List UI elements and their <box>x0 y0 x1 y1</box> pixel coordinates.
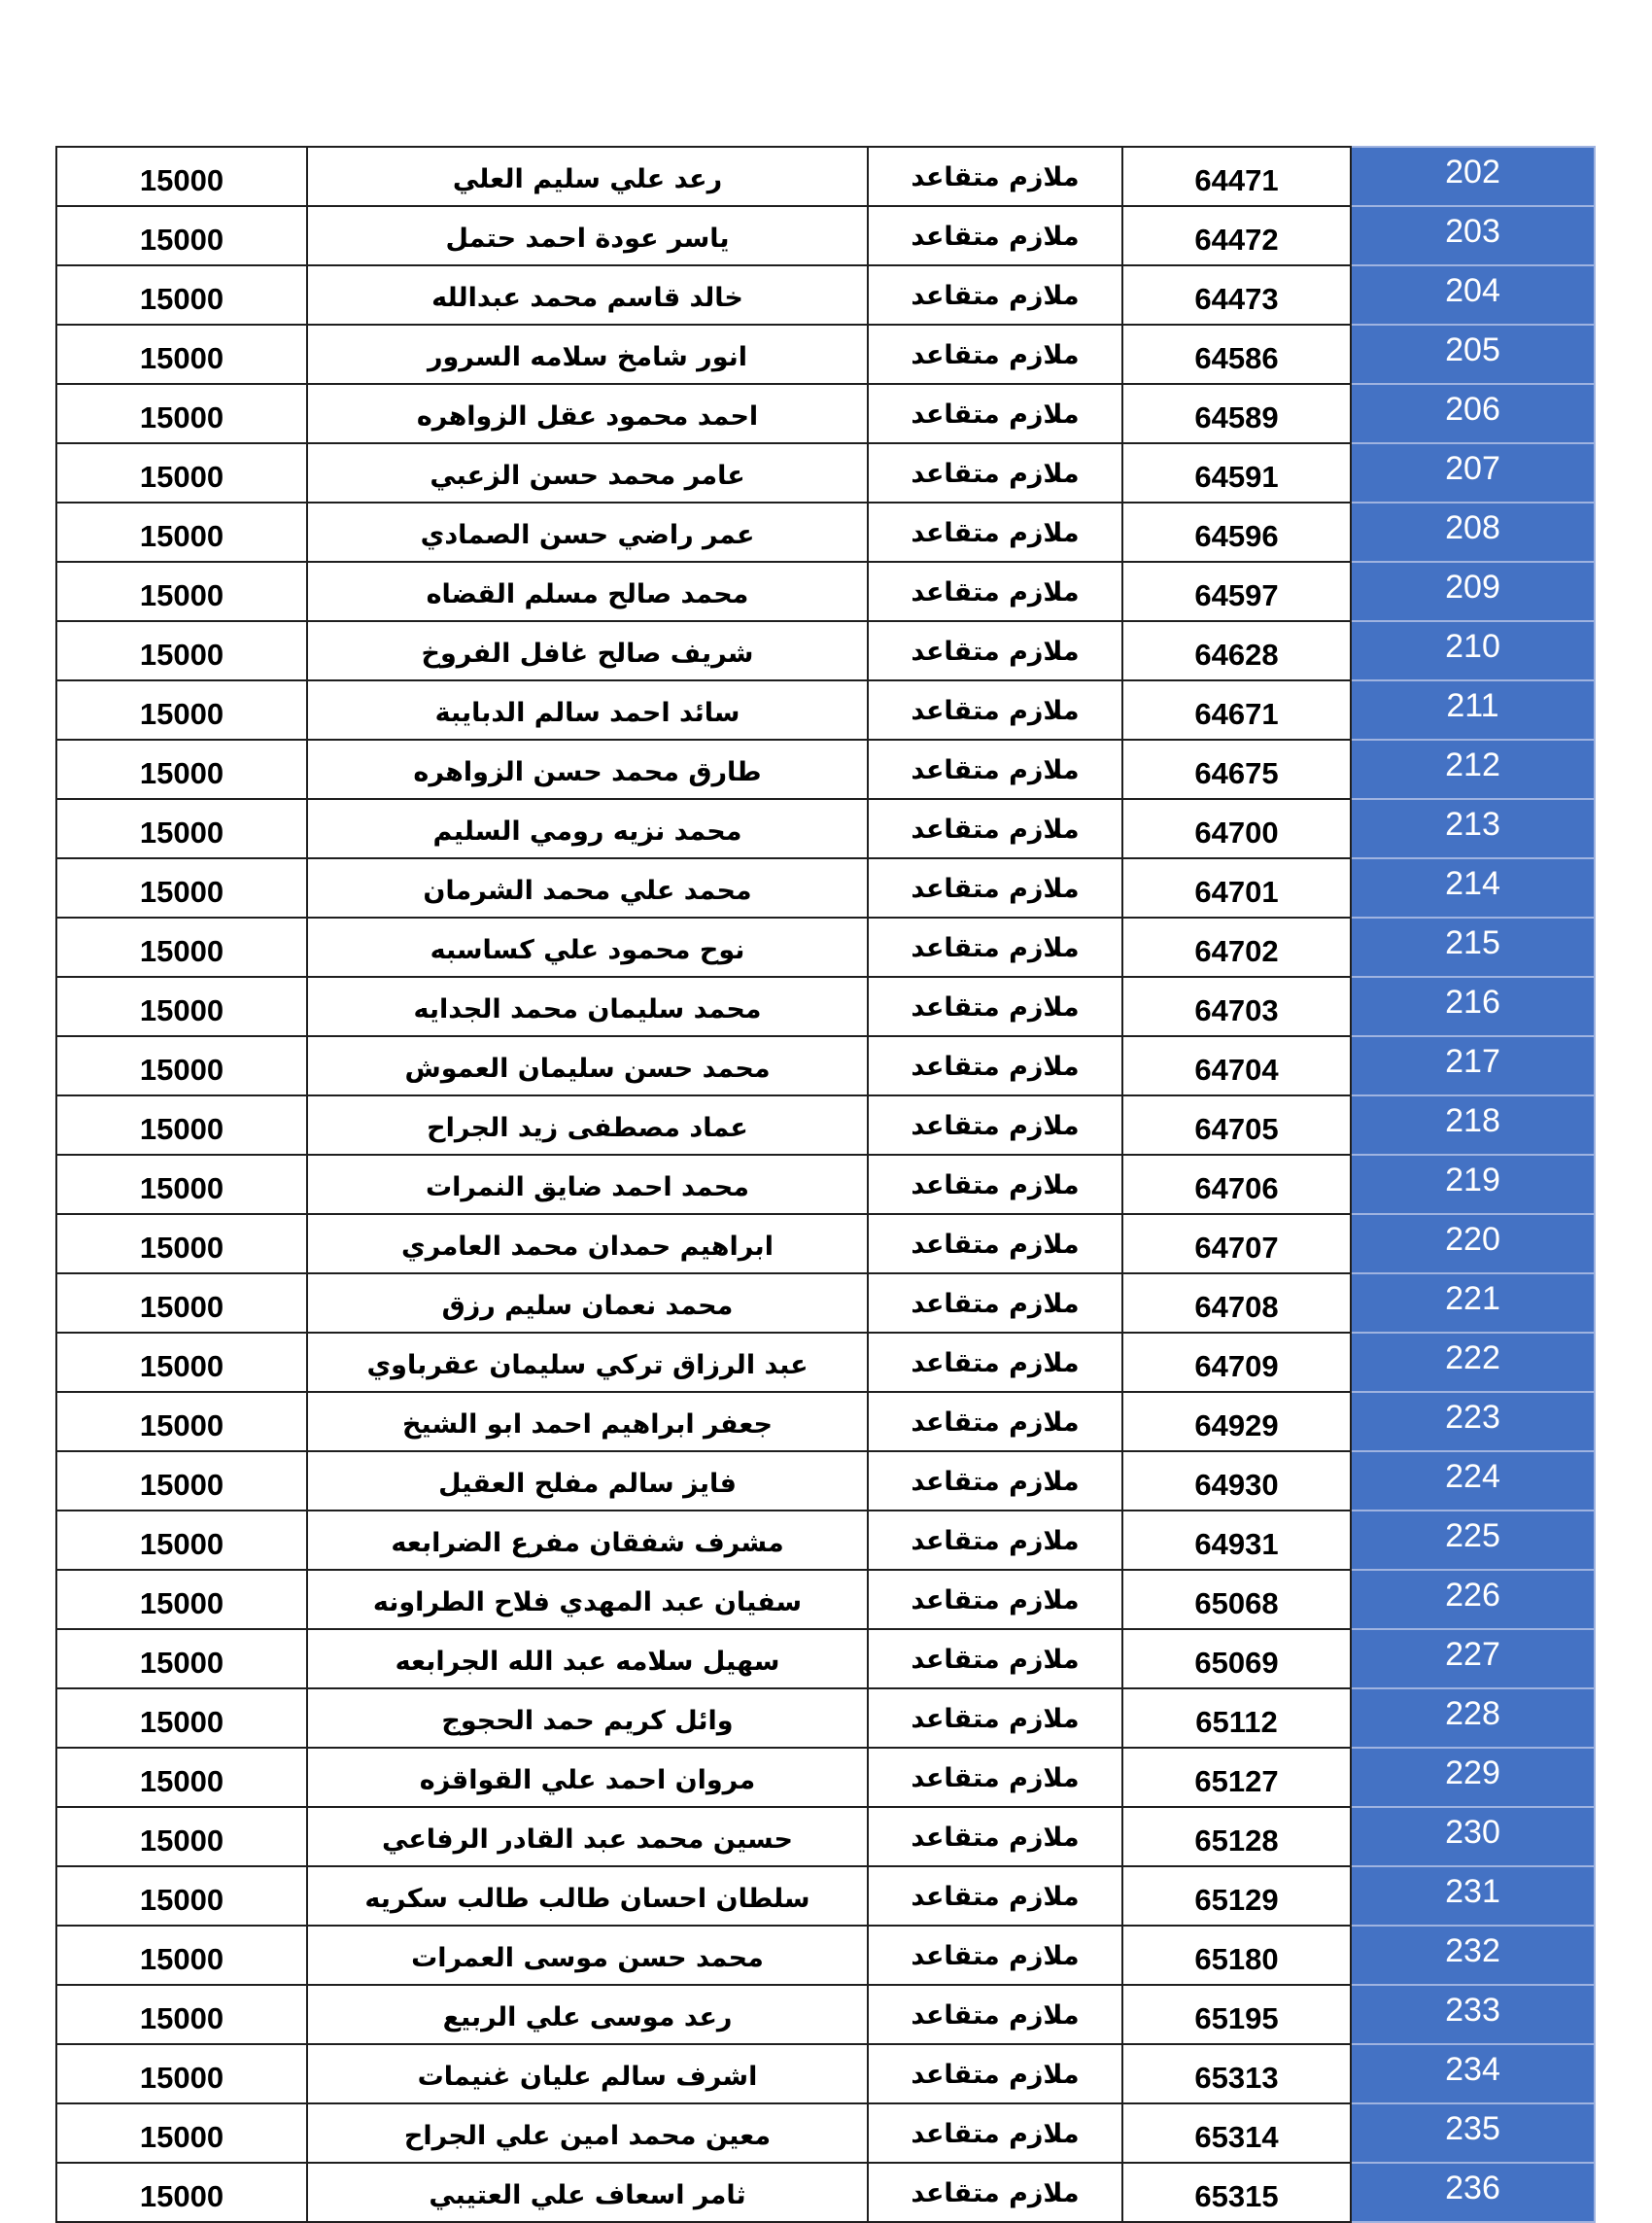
table-row <box>56 1392 1595 1451</box>
military-number-cell: 65112 <box>1122 1688 1351 1748</box>
name-cell: عماد مصطفى زيد الجراح <box>307 1095 868 1155</box>
serial-number-cell: 211 <box>1351 680 1595 740</box>
rank-cell: ملازم متقاعد <box>868 799 1122 858</box>
name-cell: خالد قاسم محمد عبدالله <box>307 265 868 325</box>
table-row <box>56 503 1595 562</box>
amount-cell: 15000 <box>56 1392 307 1451</box>
name-cell: فايز سالم مفلح العقيل <box>307 1451 868 1511</box>
military-number-cell: 65069 <box>1122 1629 1351 1688</box>
serial-number-cell: 220 <box>1351 1214 1595 1273</box>
serial-number-cell: 221 <box>1351 1273 1595 1333</box>
name-cell: سهيل سلامه عبد الله الجرابعه <box>307 1629 868 1688</box>
amount-cell: 15000 <box>56 799 307 858</box>
serial-number-cell: 224 <box>1351 1451 1595 1511</box>
serial-number-cell: 219 <box>1351 1155 1595 1214</box>
rank-cell: ملازم متقاعد <box>868 265 1122 325</box>
military-number-cell: 64586 <box>1122 325 1351 384</box>
serial-number-cell: 233 <box>1351 1985 1595 2044</box>
table-row <box>56 1570 1595 1629</box>
amount-cell: 15000 <box>56 147 307 206</box>
name-cell: ياسر عودة احمد حتمل <box>307 206 868 265</box>
amount-cell: 15000 <box>56 918 307 977</box>
rank-cell: ملازم متقاعد <box>868 858 1122 918</box>
military-number-cell: 64589 <box>1122 384 1351 443</box>
rank-cell: ملازم متقاعد <box>868 443 1122 503</box>
serial-number-cell: 228 <box>1351 1688 1595 1748</box>
name-cell: عمر راضي حسن الصمادي <box>307 503 868 562</box>
serial-number-cell: 212 <box>1351 740 1595 799</box>
serial-number-cell: 222 <box>1351 1333 1595 1392</box>
rank-cell: ملازم متقاعد <box>868 1570 1122 1629</box>
amount-cell: 15000 <box>56 1570 307 1629</box>
rank-cell: ملازم متقاعد <box>868 1451 1122 1511</box>
rank-cell: ملازم متقاعد <box>868 206 1122 265</box>
table-row <box>56 384 1595 443</box>
amount-cell: 15000 <box>56 740 307 799</box>
amount-cell: 15000 <box>56 680 307 740</box>
name-cell: سلطان احسان طالب طالب سكريه <box>307 1866 868 1926</box>
amount-cell: 15000 <box>56 1807 307 1866</box>
military-number-cell: 65195 <box>1122 1985 1351 2044</box>
rank-cell: ملازم متقاعد <box>868 562 1122 621</box>
name-cell: رعد علي سليم العلي <box>307 147 868 206</box>
amount-cell: 15000 <box>56 1511 307 1570</box>
amount-cell: 15000 <box>56 1629 307 1688</box>
military-number-cell: 64931 <box>1122 1511 1351 1570</box>
table-row <box>56 1273 1595 1333</box>
serial-number-cell: 227 <box>1351 1629 1595 1688</box>
military-number-cell: 65129 <box>1122 1866 1351 1926</box>
amount-cell: 15000 <box>56 503 307 562</box>
table-row <box>56 2044 1595 2103</box>
rank-cell: ملازم متقاعد <box>868 918 1122 977</box>
table-row <box>56 1214 1595 1273</box>
military-number-cell: 65180 <box>1122 1926 1351 1985</box>
rank-cell: ملازم متقاعد <box>868 621 1122 680</box>
amount-cell: 15000 <box>56 1155 307 1214</box>
military-number-cell: 64706 <box>1122 1155 1351 1214</box>
serial-number-cell: 209 <box>1351 562 1595 621</box>
table-row <box>56 1926 1595 1985</box>
military-number-cell: 64628 <box>1122 621 1351 680</box>
name-cell: محمد علي محمد الشرمان <box>307 858 868 918</box>
name-cell: عبد الرزاق تركي سليمان عقرباوي <box>307 1333 868 1392</box>
name-cell: انور شامخ سلامه السرور <box>307 325 868 384</box>
rank-cell: ملازم متقاعد <box>868 680 1122 740</box>
amount-cell: 15000 <box>56 443 307 503</box>
military-number-cell: 64701 <box>1122 858 1351 918</box>
name-cell: محمد سليمان محمد الجدايه <box>307 977 868 1036</box>
amount-cell: 15000 <box>56 1688 307 1748</box>
amount-cell: 15000 <box>56 1333 307 1392</box>
amount-cell: 15000 <box>56 265 307 325</box>
military-number-cell: 64591 <box>1122 443 1351 503</box>
military-number-cell: 64700 <box>1122 799 1351 858</box>
serial-number-cell: 208 <box>1351 503 1595 562</box>
amount-cell: 15000 <box>56 1926 307 1985</box>
serial-number-cell: 216 <box>1351 977 1595 1036</box>
military-number-cell: 64472 <box>1122 206 1351 265</box>
rank-cell: ملازم متقاعد <box>868 1095 1122 1155</box>
military-number-cell: 64930 <box>1122 1451 1351 1511</box>
name-cell: محمد نعمان سليم رزق <box>307 1273 868 1333</box>
table-row <box>56 740 1595 799</box>
serial-number-cell: 210 <box>1351 621 1595 680</box>
amount-cell: 15000 <box>56 1036 307 1095</box>
military-number-cell: 64708 <box>1122 1273 1351 1333</box>
serial-number-cell: 236 <box>1351 2163 1595 2222</box>
serial-number-cell: 204 <box>1351 265 1595 325</box>
table-row <box>56 1155 1595 1214</box>
rank-cell: ملازم متقاعد <box>868 1511 1122 1570</box>
rank-cell: ملازم متقاعد <box>868 2044 1122 2103</box>
rank-cell: ملازم متقاعد <box>868 1688 1122 1748</box>
table-row <box>56 443 1595 503</box>
serial-number-cell: 223 <box>1351 1392 1595 1451</box>
military-number-cell: 65127 <box>1122 1748 1351 1807</box>
table-row <box>56 1095 1595 1155</box>
table-row <box>56 1451 1595 1511</box>
table-row <box>56 977 1595 1036</box>
table-row <box>56 206 1595 265</box>
name-cell: جعفر ابراهيم احمد ابو الشيخ <box>307 1392 868 1451</box>
military-number-cell: 65128 <box>1122 1807 1351 1866</box>
name-cell: مشرف شفقان مفرع الضرابعه <box>307 1511 868 1570</box>
serial-number-cell: 205 <box>1351 325 1595 384</box>
serial-number-cell: 229 <box>1351 1748 1595 1807</box>
table-row <box>56 325 1595 384</box>
amount-cell: 15000 <box>56 1985 307 2044</box>
serial-number-cell: 231 <box>1351 1866 1595 1926</box>
military-number-cell: 64471 <box>1122 147 1351 206</box>
amount-cell: 15000 <box>56 562 307 621</box>
military-number-cell: 64709 <box>1122 1333 1351 1392</box>
amount-cell: 15000 <box>56 1866 307 1926</box>
military-number-cell: 64703 <box>1122 977 1351 1036</box>
rank-cell: ملازم متقاعد <box>868 147 1122 206</box>
table-row <box>56 1688 1595 1748</box>
rank-cell: ملازم متقاعد <box>868 977 1122 1036</box>
table-row <box>56 147 1595 206</box>
table-row <box>56 1511 1595 1570</box>
rank-cell: ملازم متقاعد <box>868 1629 1122 1688</box>
table-row <box>56 1629 1595 1688</box>
table-row <box>56 1807 1595 1866</box>
rank-cell: ملازم متقاعد <box>868 1214 1122 1273</box>
military-number-cell: 64702 <box>1122 918 1351 977</box>
rank-cell: ملازم متقاعد <box>868 1273 1122 1333</box>
table-row <box>56 799 1595 858</box>
name-cell: معين محمد امين علي الجراح <box>307 2103 868 2163</box>
rank-cell: ملازم متقاعد <box>868 1333 1122 1392</box>
serial-number-cell: 207 <box>1351 443 1595 503</box>
table-row <box>56 1036 1595 1095</box>
name-cell: ثامر اسعاف علي العتيبي <box>307 2163 868 2222</box>
military-number-cell: 64596 <box>1122 503 1351 562</box>
amount-cell: 15000 <box>56 1095 307 1155</box>
rank-cell: ملازم متقاعد <box>868 1155 1122 1214</box>
name-cell: محمد احمد ضايق النمرات <box>307 1155 868 1214</box>
table-row <box>56 918 1595 977</box>
table-row <box>56 1985 1595 2044</box>
serial-number-cell: 230 <box>1351 1807 1595 1866</box>
name-cell: رعد موسى علي الربيع <box>307 1985 868 2044</box>
amount-cell: 15000 <box>56 1214 307 1273</box>
name-cell: مروان احمد علي القواقزه <box>307 1748 868 1807</box>
name-cell: حسين محمد عبد القادر الرفاعي <box>307 1807 868 1866</box>
amount-cell: 15000 <box>56 858 307 918</box>
amount-cell: 15000 <box>56 977 307 1036</box>
serial-number-cell: 232 <box>1351 1926 1595 1985</box>
name-cell: اشرف سالم عليان غنيمات <box>307 2044 868 2103</box>
amount-cell: 15000 <box>56 2044 307 2103</box>
serial-number-cell: 206 <box>1351 384 1595 443</box>
name-cell: محمد حسن سليمان العموش <box>307 1036 868 1095</box>
rank-cell: ملازم متقاعد <box>868 1866 1122 1926</box>
name-cell: عامر محمد حسن الزعبي <box>307 443 868 503</box>
amount-cell: 15000 <box>56 1451 307 1511</box>
rank-cell: ملازم متقاعد <box>868 2103 1122 2163</box>
military-number-cell: 65313 <box>1122 2044 1351 2103</box>
roster-body <box>56 147 1595 2222</box>
amount-cell: 15000 <box>56 325 307 384</box>
rank-cell: ملازم متقاعد <box>868 384 1122 443</box>
serial-number-cell: 226 <box>1351 1570 1595 1629</box>
table-row <box>56 1866 1595 1926</box>
military-number-cell: 64671 <box>1122 680 1351 740</box>
military-number-cell: 64705 <box>1122 1095 1351 1155</box>
table-row <box>56 1748 1595 1807</box>
table-row <box>56 621 1595 680</box>
military-number-cell: 64675 <box>1122 740 1351 799</box>
name-cell: وائل كريم حمد الحجوج <box>307 1688 868 1748</box>
serial-number-cell: 225 <box>1351 1511 1595 1570</box>
rank-cell: ملازم متقاعد <box>868 1748 1122 1807</box>
rank-cell: ملازم متقاعد <box>868 1036 1122 1095</box>
rank-cell: ملازم متقاعد <box>868 503 1122 562</box>
name-cell: احمد محمود عقل الزواهره <box>307 384 868 443</box>
serial-number-cell: 218 <box>1351 1095 1595 1155</box>
name-cell: طارق محمد حسن الزواهره <box>307 740 868 799</box>
military-number-cell: 65315 <box>1122 2163 1351 2222</box>
name-cell: محمد حسن موسى العمرات <box>307 1926 868 1985</box>
serial-number-cell: 234 <box>1351 2044 1595 2103</box>
serial-number-cell: 203 <box>1351 206 1595 265</box>
serial-number-cell: 217 <box>1351 1036 1595 1095</box>
amount-cell: 15000 <box>56 2163 307 2222</box>
amount-cell: 15000 <box>56 621 307 680</box>
serial-number-cell: 235 <box>1351 2103 1595 2163</box>
amount-cell: 15000 <box>56 2103 307 2163</box>
name-cell: محمد صالح مسلم القضاه <box>307 562 868 621</box>
amount-cell: 15000 <box>56 206 307 265</box>
rank-cell: ملازم متقاعد <box>868 1807 1122 1866</box>
name-cell: محمد نزيه رومي السليم <box>307 799 868 858</box>
name-cell: شريف صالح غافل الفروخ <box>307 621 868 680</box>
rank-cell: ملازم متقاعد <box>868 1392 1122 1451</box>
roster-table <box>55 146 1596 2223</box>
amount-cell: 15000 <box>56 1273 307 1333</box>
table-row <box>56 265 1595 325</box>
name-cell: سائد احمد سالم الدبايبة <box>307 680 868 740</box>
rank-cell: ملازم متقاعد <box>868 1985 1122 2044</box>
serial-number-cell: 213 <box>1351 799 1595 858</box>
rank-cell: ملازم متقاعد <box>868 740 1122 799</box>
table-row <box>56 680 1595 740</box>
name-cell: نوح محمود علي كساسبه <box>307 918 868 977</box>
name-cell: ابراهيم حمدان محمد العامري <box>307 1214 868 1273</box>
table-row <box>56 2103 1595 2163</box>
rank-cell: ملازم متقاعد <box>868 2163 1122 2222</box>
table-row <box>56 1333 1595 1392</box>
military-number-cell: 65068 <box>1122 1570 1351 1629</box>
table-row <box>56 562 1595 621</box>
military-number-cell: 64473 <box>1122 265 1351 325</box>
military-number-cell: 64707 <box>1122 1214 1351 1273</box>
amount-cell: 15000 <box>56 384 307 443</box>
name-cell: سفيان عبد المهدي فلاح الطراونه <box>307 1570 868 1629</box>
military-number-cell: 64597 <box>1122 562 1351 621</box>
serial-number-cell: 202 <box>1351 147 1595 206</box>
military-number-cell: 65314 <box>1122 2103 1351 2163</box>
amount-cell: 15000 <box>56 1748 307 1807</box>
rank-cell: ملازم متقاعد <box>868 325 1122 384</box>
serial-number-cell: 214 <box>1351 858 1595 918</box>
rank-cell: ملازم متقاعد <box>868 1926 1122 1985</box>
military-number-cell: 64704 <box>1122 1036 1351 1095</box>
table-row <box>56 2163 1595 2222</box>
military-number-cell: 64929 <box>1122 1392 1351 1451</box>
serial-number-cell: 215 <box>1351 918 1595 977</box>
table-row <box>56 858 1595 918</box>
